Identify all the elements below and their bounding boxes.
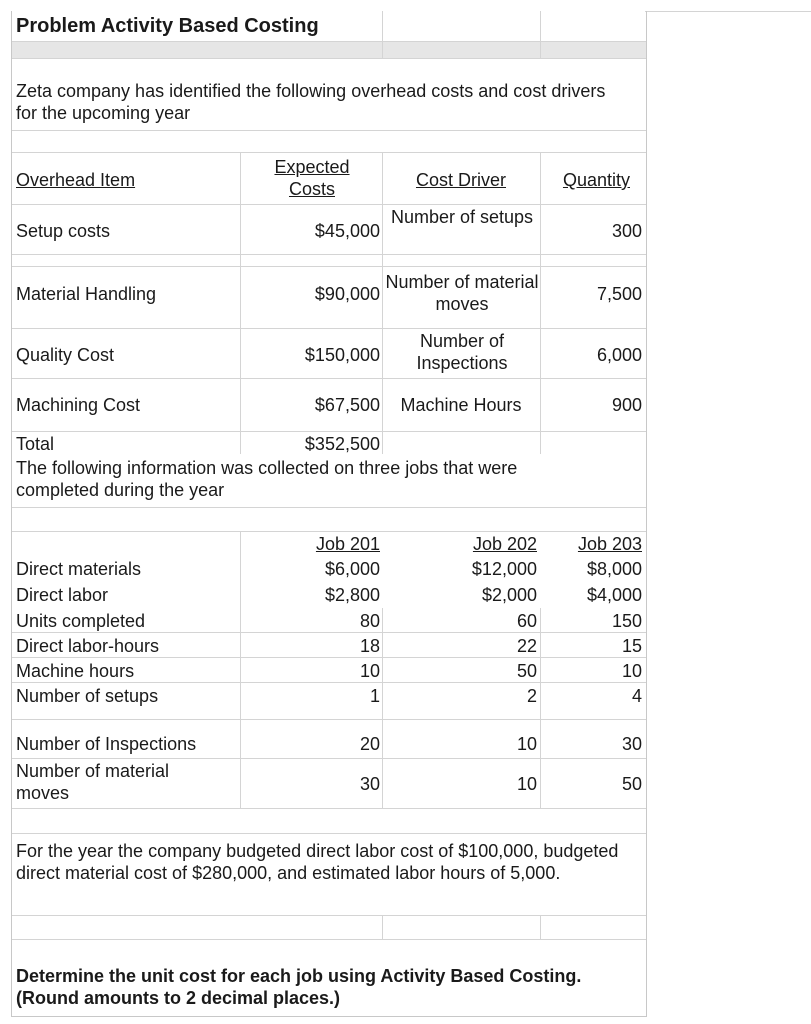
overhead-item: Material Handling <box>16 284 157 304</box>
overhead-item: Setup costs <box>16 221 111 241</box>
overhead-driver: Number of setups <box>390 207 534 227</box>
job-row-label: Units completed <box>16 611 146 631</box>
job-202-value: 60 <box>516 611 537 631</box>
overhead-item: Quality Cost <box>16 345 115 365</box>
job-row <box>12 556 646 582</box>
job-row <box>12 720 646 759</box>
job-203-header: Job 203 <box>577 534 642 554</box>
sheet-top-border <box>645 11 811 12</box>
job-202-value: 10 <box>516 774 537 794</box>
header-overhead-item: Overhead Item <box>16 170 136 190</box>
job-row-label: Number of setups <box>16 686 159 706</box>
total-label: Total <box>16 434 55 454</box>
overhead-cost: $150,000 <box>304 345 380 365</box>
job-row <box>12 683 646 720</box>
jobs-header-row <box>12 532 646 556</box>
job-203-value: 10 <box>621 661 642 681</box>
job-202-value: 22 <box>516 636 537 656</box>
overhead-quantity: 300 <box>611 221 642 241</box>
job-row-label: Direct labor <box>16 585 109 605</box>
job-row <box>12 658 646 683</box>
intro-text: Zeta company has identified the following overhead costs and cost drivers for the upcoming year <box>16 81 606 123</box>
overhead-cost: $90,000 <box>314 284 380 304</box>
spacer-row <box>12 508 646 532</box>
job-203-value: 4 <box>631 686 642 706</box>
job-203-value: 15 <box>621 636 642 656</box>
page-title: Problem Activity Based Costing <box>16 15 319 37</box>
job-203-value: 50 <box>621 774 642 794</box>
total-row <box>12 432 646 454</box>
title-row <box>12 11 646 42</box>
budget-note-row <box>12 834 646 916</box>
job-201-value: 1 <box>369 686 380 706</box>
job-row-label: Number of Inspections <box>16 734 197 754</box>
jobs-intro-row <box>12 454 646 508</box>
job-row-label: Direct materials <box>16 559 142 579</box>
spacer-row <box>12 916 646 940</box>
spacer-row <box>12 255 646 267</box>
job-row <box>12 633 646 658</box>
job-203-value: 150 <box>611 611 642 631</box>
overhead-quantity: 900 <box>611 395 642 415</box>
job-202-value: 10 <box>516 734 537 754</box>
job-201-value: 10 <box>359 661 380 681</box>
job-row <box>12 582 646 608</box>
job-201-value: 30 <box>359 774 380 794</box>
overhead-quantity: 6,000 <box>596 345 642 365</box>
budget-note-text: For the year the company budgeted direct labor cost of $100,000, budgeted direct material cost of $280,000, and estimated labor hours of 5,000. <box>16 841 619 883</box>
job-row-label: Number of material moves <box>16 761 170 803</box>
overhead-row <box>12 267 646 329</box>
job-row <box>12 608 646 633</box>
spacer-row <box>12 131 646 153</box>
overhead-quantity: 7,500 <box>596 284 642 304</box>
job-201-value: 20 <box>359 734 380 754</box>
job-row <box>12 759 646 809</box>
job-201-value: $6,000 <box>324 559 380 579</box>
overhead-header-row <box>12 153 646 205</box>
overhead-cost: $67,500 <box>314 395 380 415</box>
header-expected-costs: Expected Costs <box>274 157 350 199</box>
overhead-row <box>12 329 646 379</box>
job-203-value: $8,000 <box>586 559 642 579</box>
jobs-intro-text: The following information was collected on three jobs that were completed during the year <box>16 458 518 500</box>
overhead-driver: Number of Inspections <box>416 331 508 373</box>
instruction-text: Determine the unit cost for each job using Activity Based Costing. (Round amounts to 2 decimal places.) <box>16 966 582 1008</box>
job-202-value: $2,000 <box>481 585 537 605</box>
job-202-value: 2 <box>526 686 537 706</box>
job-row-label: Machine hours <box>16 661 135 681</box>
overhead-item: Machining Cost <box>16 395 141 415</box>
header-quantity: Quantity <box>562 170 630 190</box>
overhead-row <box>12 379 646 432</box>
job-201-value: $2,800 <box>324 585 380 605</box>
job-row-label: Direct labor-hours <box>16 636 160 656</box>
spreadsheet <box>11 11 647 1017</box>
overhead-cost: $45,000 <box>314 221 380 241</box>
header-cost-driver: Cost Driver <box>415 170 506 190</box>
job-203-value: 30 <box>621 734 642 754</box>
intro-row <box>12 59 646 131</box>
spacer-row <box>12 809 646 834</box>
overhead-driver: Number of material moves <box>385 272 539 314</box>
total-value: $352,500 <box>304 434 380 454</box>
overhead-row <box>12 205 646 255</box>
job-203-value: $4,000 <box>586 585 642 605</box>
job-202-value: 50 <box>516 661 537 681</box>
job-202-value: $12,000 <box>471 559 537 579</box>
gray-row <box>12 42 646 59</box>
job-201-value: 18 <box>359 636 380 656</box>
job-201-header: Job 201 <box>315 534 380 554</box>
job-202-header: Job 202 <box>472 534 537 554</box>
overhead-driver: Machine Hours <box>400 395 522 415</box>
job-201-value: 80 <box>359 611 380 631</box>
instruction-row <box>12 940 646 1017</box>
